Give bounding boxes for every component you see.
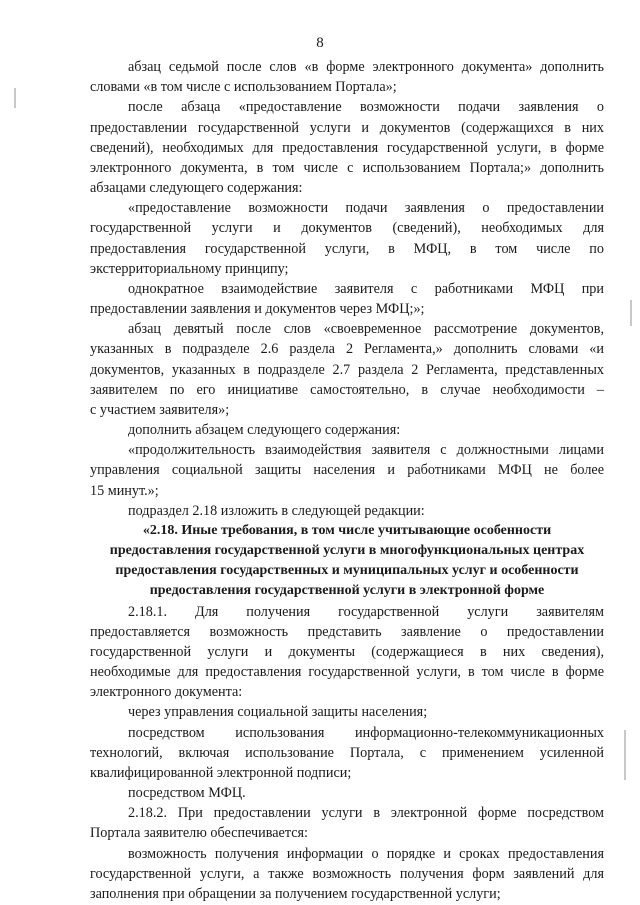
paragraph-line: подраздел 2.18 изложить в следующей редакции:	[128, 503, 425, 519]
paragraph-line: технологий, включая использование Портала, с применением усиленной	[90, 745, 604, 761]
paragraph-line: необходимые для предоставления государственной услуги, в том числе в форме	[90, 664, 604, 680]
scan-edge-mark	[14, 88, 16, 108]
paragraph-line: электронного документа:	[90, 684, 243, 700]
paragraph-line: управления социальной защиты населения и работниками МФЦ не более	[90, 462, 604, 478]
section-heading-line: предоставления государственных и муниципальных услуг и особенности	[115, 563, 579, 578]
scan-edge-mark	[624, 730, 626, 780]
scan-edge-mark	[630, 300, 632, 326]
paragraph-line: документов, указанных в подразделе 2.7 раздела 2 Регламента, представленных	[90, 362, 604, 378]
paragraph-line: предоставляется возможность представить заявление о предоставлении	[90, 624, 604, 640]
paragraph-line: экстерриториальному принципу;	[90, 261, 289, 277]
paragraph-line: предоставлении заявления и документов через МФЦ;»;	[90, 301, 425, 317]
paragraph-line: указанных в подразделе 2.6 раздела 2 Регламента,» дополнить словами «и	[90, 341, 604, 357]
paragraph-line: государственной услуги, а также возможность получения форм заявлений для	[90, 866, 604, 882]
paragraph-line: посредством МФЦ.	[128, 785, 246, 801]
paragraph-line: посредством использования информационно-телекоммуникационных	[128, 725, 604, 741]
paragraph-line: государственной услуги и документы (содержащиеся в них сведения),	[90, 644, 604, 660]
paragraph-line: возможность получения информации о порядке и сроках предоставления	[128, 846, 604, 862]
paragraph-line: абзац девятый после слов «своевременное рассмотрение документов,	[128, 321, 604, 337]
paragraph-line: «продолжительность взаимодействия заявителя с должностными лицами	[128, 442, 604, 458]
section-heading-line: предоставления государственной услуги в электронной форме	[149, 583, 545, 598]
paragraph-line: 15 минут.»;	[90, 483, 159, 499]
paragraph-line: предоставления государственной услуги, в МФЦ, в том числе по	[90, 241, 604, 257]
paragraph-line: словами «в том числе с использованием Портала»;	[90, 79, 397, 95]
paragraph-line: государственной услуги и документов (сведений), необходимых для	[90, 220, 604, 236]
paragraph-line: с участием заявителя»;	[90, 402, 230, 418]
paragraph-line: заявителем по его инициативе самостоятельно, в случае необходимости –	[90, 382, 604, 398]
paragraph-line: сведений), необходимых для предоставления государственной услуги, в форме	[90, 140, 604, 156]
paragraph-line: однократное взаимодействие заявителя с работниками МФЦ при	[128, 281, 604, 297]
paragraph-line: через управления социальной защиты населения;	[128, 704, 428, 720]
paragraph-line: заполнения при обращении за получением государственной услуги;	[90, 886, 501, 902]
page-number: 8	[316, 35, 324, 51]
paragraph-line: «предоставление возможности подачи заявления о предоставлении	[128, 200, 604, 216]
section-heading-line: предоставления государственной услуги в многофункциональных центрах	[109, 543, 585, 558]
section-heading-line: «2.18. Иные требования, в том числе учитывающие особенности	[142, 523, 552, 538]
paragraph-line: 2.18.1. Для получения государственной услуги заявителям	[128, 604, 604, 620]
paragraph-line: электронного документа, в том числе с использованием Портала;» дополнить	[90, 160, 604, 176]
paragraph-line: квалифицированной электронной подписи;	[90, 765, 352, 781]
paragraph-line: предоставлении государственной услуги и документов (содержащихся в них	[90, 120, 604, 136]
paragraph-line: абзацами следующего содержания:	[90, 180, 303, 196]
paragraph-line: абзац седьмой после слов «в форме электронного документа» дополнить	[128, 59, 604, 75]
paragraph-line: дополнить абзацем следующего содержания:	[128, 422, 401, 438]
paragraph-line: после абзаца «предоставление возможности подачи заявления о	[128, 99, 604, 115]
paragraph-line: Портала заявителю обеспечивается:	[90, 825, 308, 841]
paragraph-line: 2.18.2. При предоставлении услуги в электронной форме посредством	[128, 805, 604, 821]
